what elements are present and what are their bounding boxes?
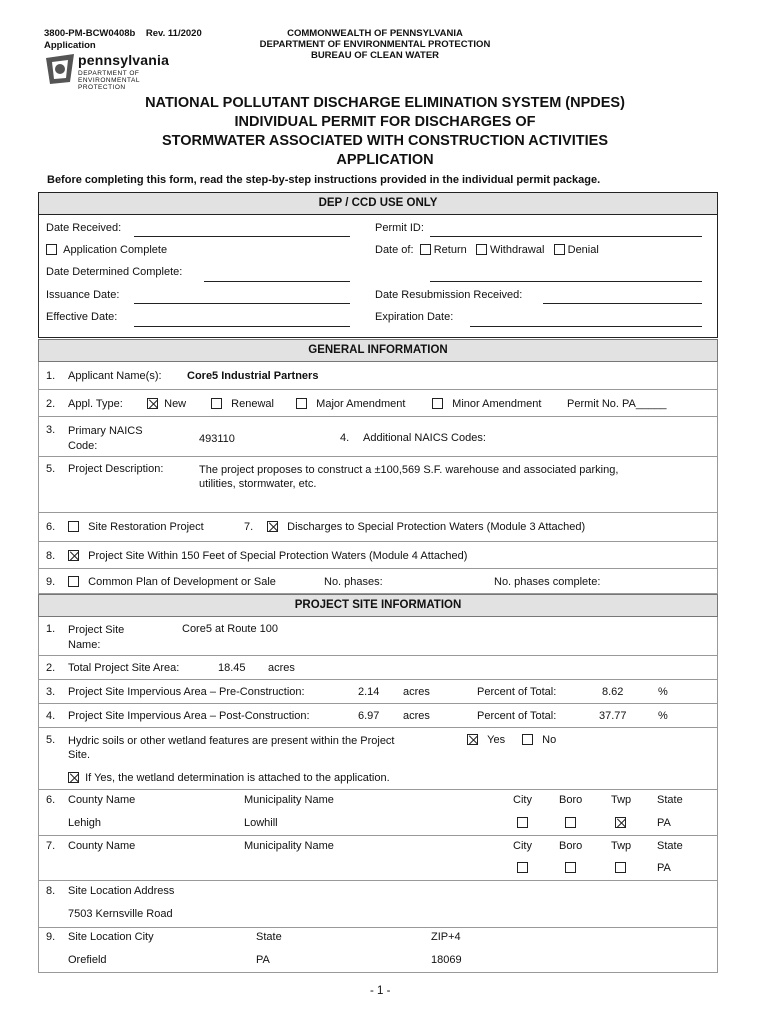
q4-number: 4. (340, 432, 350, 444)
expiration-date-field[interactable] (470, 326, 702, 327)
hydric-soils-label-2: Site. (68, 749, 91, 761)
hydric-yes (467, 734, 505, 746)
agency-line-3: BUREAU OF CLEAN WATER (310, 50, 440, 61)
s6-municipality-value[interactable]: Lowhill (244, 817, 278, 829)
hydric-soils-label-1: Hydric soils or other wetland features are present within the Project (68, 735, 395, 747)
form-title (40, 94, 730, 170)
hydric-no-label: No (542, 734, 557, 746)
s6-boro-checkbox[interactable] (565, 817, 576, 828)
issuance-date-label: Issuance Date: (46, 289, 120, 301)
s7-number: 7. (46, 840, 56, 852)
primary-naics-label (68, 424, 143, 454)
dep-use-only-heading: DEP / CCD USE ONLY (38, 192, 718, 215)
s7-county-label: County Name (68, 840, 136, 852)
common-plan-checkbox[interactable] (68, 576, 79, 587)
hydric-no-checkbox[interactable] (522, 734, 533, 745)
wetland-attached (68, 772, 390, 784)
application-complete (46, 244, 167, 256)
impervious-post-pct-label: Percent of Total: (477, 710, 557, 722)
wetland-attached-checkbox[interactable] (68, 772, 79, 783)
project-description-label: Project Description: (68, 463, 164, 475)
impervious-pre-pct-value[interactable]: 8.62 (602, 686, 624, 698)
date-of-label: Date of: (375, 244, 414, 256)
s8-number: 8. (46, 885, 56, 897)
applicant-name-label: Applicant Name(s): (68, 370, 162, 382)
site-state-label: State (256, 931, 282, 943)
s7-state-value[interactable]: PA (657, 862, 671, 874)
date-determined-label: Date Determined Complete: (46, 266, 183, 278)
permit-id-field[interactable] (430, 236, 702, 237)
new-label: New (164, 398, 187, 410)
date-resubmission-field[interactable] (543, 303, 702, 304)
impervious-post-label: Project Site Impervious Area – Post-Construction: (68, 710, 310, 722)
pa-dep-logo (44, 52, 194, 91)
s6-city-option (517, 817, 528, 829)
within-150-feet-checkbox[interactable] (68, 550, 79, 561)
denial-checkbox[interactable] (554, 244, 565, 255)
q5-number: 5. (46, 463, 56, 475)
title-line-4: APPLICATION (336, 152, 434, 168)
keystone-icon (44, 52, 76, 86)
s7-city-label: City (513, 840, 532, 852)
date-of-group (375, 244, 599, 256)
q7-number: 7. (244, 521, 254, 533)
s6-boro-option (565, 817, 576, 829)
common-plan-label: Common Plan of Development or Sale (88, 576, 276, 588)
impervious-pre-label: Project Site Impervious Area – Pre-Construction: (68, 686, 305, 698)
within-150-feet-label: Project Site Within 150 Feet of Special Protection Waters (Module 4 Attached) (88, 550, 468, 562)
withdrawal-label: Withdrawal (489, 244, 545, 256)
site-restoration-checkbox[interactable] (68, 521, 79, 532)
form-rev: Rev. 11/2020 (145, 28, 202, 39)
title-line-1: NATIONAL POLLUTANT DISCHARGE ELIMINATION SYSTEM (NPDES) (145, 95, 625, 111)
appl-type-major (296, 398, 405, 410)
s9-number: 9. (46, 931, 56, 943)
project-site-name-value[interactable]: Core5 at Route 100 (182, 623, 279, 635)
q8-number: 8. (46, 550, 56, 562)
total-area-label: Total Project Site Area: (68, 662, 180, 674)
major-amendment-checkbox[interactable] (296, 398, 307, 409)
appl-type-label: Appl. Type: (68, 398, 123, 410)
date-resubmission-label: Date Resubmission Received: (375, 289, 523, 301)
return-checkbox[interactable] (420, 244, 431, 255)
primary-naics-label-2: Code: (68, 440, 98, 452)
primary-naics-label-1: Primary NAICS (68, 425, 143, 437)
s4-number: 4. (46, 710, 56, 722)
project-site-name-label-1: Project Site (68, 624, 125, 636)
s7-twp-label: Twp (611, 840, 632, 852)
impervious-pre-pct-unit: % (658, 686, 668, 698)
general-information-heading: GENERAL INFORMATION (38, 339, 718, 362)
special-protection-discharges-label: Discharges to Special Protection Waters (Module 3 Attached) (287, 521, 586, 533)
site-zip-label: ZIP+4 (431, 931, 461, 943)
project-site-information-heading: PROJECT SITE INFORMATION (38, 594, 718, 617)
denial-label: Denial (567, 244, 599, 256)
s6-number: 6. (46, 794, 56, 806)
effective-date-field[interactable] (134, 326, 350, 327)
impervious-post-value[interactable]: 6.97 (358, 710, 380, 722)
s7-municipality-label: Municipality Name (244, 840, 334, 852)
issuance-date-field[interactable] (134, 303, 350, 304)
site-address-value[interactable]: 7503 Kernsville Road (68, 908, 173, 920)
agency-line-2: DEPARTMENT OF ENVIRONMENTAL PROTECTION (259, 39, 491, 50)
impervious-pre-pct-label: Percent of Total: (477, 686, 557, 698)
site-city-value[interactable]: Orefield (68, 954, 107, 966)
applicant-name-value[interactable]: Core5 Industrial Partners (187, 370, 319, 382)
title-line-2: INDIVIDUAL PERMIT FOR DISCHARGES OF (234, 114, 536, 130)
renewal-checkbox[interactable] (211, 398, 222, 409)
total-area-unit: acres (268, 662, 295, 674)
s3-number: 3. (46, 686, 56, 698)
s7-twp-checkbox[interactable] (615, 862, 626, 873)
wetland-attached-label: If Yes, the wetland determination is attached to the application. (85, 772, 390, 784)
s1-number: 1. (46, 623, 56, 635)
s6-county-label: County Name (68, 794, 136, 806)
logo-dept-line-1: DEPARTMENT OF ENVIRONMENTAL (78, 70, 140, 84)
site-zip-value[interactable]: 18069 (431, 954, 462, 966)
expiration-date-label: Expiration Date: (375, 311, 454, 323)
common-plan (68, 576, 276, 588)
appl-type-new (147, 398, 186, 410)
impervious-post-pct-unit: % (658, 710, 668, 722)
primary-naics-value[interactable]: 493110 (199, 433, 235, 445)
s6-state-value[interactable]: PA (657, 817, 671, 829)
impervious-post-unit: acres (403, 710, 430, 722)
q1-number: 1. (46, 370, 56, 382)
renewal-label: Renewal (231, 398, 274, 410)
hydric-soils-label (68, 734, 395, 762)
s7-city-option (517, 862, 528, 874)
site-restoration-label: Site Restoration Project (88, 521, 204, 533)
s2-number: 2. (46, 662, 56, 674)
agency-header (250, 28, 500, 61)
minor-amendment-checkbox[interactable] (432, 398, 443, 409)
additional-naics-label: Additional NAICS Codes: (363, 432, 486, 444)
permit-id-label: Permit ID: (375, 222, 424, 234)
title-line-3: STORMWATER ASSOCIATED WITH CONSTRUCTION ACTIVITIES (161, 133, 608, 149)
s7-boro-option (565, 862, 576, 874)
project-description-line-2: utilities, stormwater, etc. (199, 478, 317, 490)
withdrawal-checkbox[interactable] (476, 244, 487, 255)
s6-boro-label: Boro (559, 794, 583, 806)
form-header-left (44, 28, 202, 52)
within-150-feet (68, 550, 467, 562)
new-checkbox[interactable] (147, 398, 158, 409)
project-site-name-label-2: Name: (68, 639, 101, 651)
minor-amendment-label: Minor Amendment (452, 398, 542, 410)
date-received-field[interactable] (134, 236, 350, 237)
impervious-post-pct-value[interactable]: 37.77 (599, 710, 627, 722)
impervious-pre-value[interactable]: 2.14 (358, 686, 380, 698)
application-complete-checkbox[interactable] (46, 244, 57, 255)
s7-boro-checkbox[interactable] (565, 862, 576, 873)
form-type: Application (44, 40, 96, 51)
effective-date-label: Effective Date: (46, 311, 118, 323)
logo-word: pennsylvania (78, 52, 170, 68)
s7-city-checkbox[interactable] (517, 862, 528, 873)
site-row-1 (38, 617, 718, 656)
q2-number: 2. (46, 398, 56, 410)
appl-type-minor (432, 398, 541, 410)
special-protection-discharges (267, 521, 585, 533)
s6-county-value[interactable]: Lehigh (68, 817, 102, 829)
form-id: 3800-PM-BCW0408b (44, 28, 136, 39)
project-site-name-label (68, 623, 124, 653)
date-received-label: Date Received: (46, 222, 122, 234)
hydric-yes-checkbox[interactable] (467, 734, 478, 745)
intro-instructions: Before completing this form, read the step-by-step instructions provided in the individual permit package. (47, 174, 601, 186)
s6-twp-checkbox[interactable] (615, 817, 626, 828)
major-amendment-label: Major Amendment (316, 398, 406, 410)
special-protection-discharges-checkbox[interactable] (267, 521, 278, 532)
s6-municipality-label: Municipality Name (244, 794, 334, 806)
page-number: - 1 - (370, 985, 391, 997)
s7-boro-label: Boro (559, 840, 583, 852)
site-city-label: Site Location City (68, 931, 154, 943)
s6-state-label: State (657, 794, 683, 806)
impervious-pre-unit: acres (403, 686, 430, 698)
hydric-no (522, 734, 556, 746)
site-restoration (68, 521, 204, 533)
project-description-line-1: The project proposes to construct a ±100,569 S.F. warehouse and associated parking, (199, 464, 619, 476)
logo-dept-line-2: PROTECTION (78, 84, 126, 91)
permit-number-field[interactable]: Permit No. PA_____ (567, 398, 667, 410)
no-phases-complete-label: No. phases complete: (494, 576, 601, 588)
return-label: Return (433, 244, 467, 256)
s5-number: 5. (46, 734, 56, 746)
date-determined-field[interactable] (204, 281, 350, 282)
q6-number: 6. (46, 521, 56, 533)
s7-state-label: State (657, 840, 683, 852)
application-complete-label: Application Complete (63, 244, 168, 256)
hydric-yes-label: Yes (487, 734, 506, 746)
q9-number: 9. (46, 576, 56, 588)
site-state-value[interactable]: PA (256, 954, 270, 966)
q3-number: 3. (46, 424, 56, 436)
no-phases-label: No. phases: (324, 576, 383, 588)
s6-twp-option (615, 817, 626, 829)
s7-twp-option (615, 862, 626, 874)
site-address-label: Site Location Address (68, 885, 175, 897)
s6-city-label: City (513, 794, 532, 806)
logo-dept (78, 70, 194, 91)
agency-line-1: COMMONWEALTH OF PENNSYLVANIA (287, 28, 463, 39)
appl-type-renewal (211, 398, 274, 410)
project-description-value[interactable] (199, 463, 618, 491)
total-area-value[interactable]: 18.45 (218, 662, 246, 674)
date-of-field[interactable] (430, 281, 702, 282)
s6-city-checkbox[interactable] (517, 817, 528, 828)
s6-twp-label: Twp (611, 794, 632, 806)
